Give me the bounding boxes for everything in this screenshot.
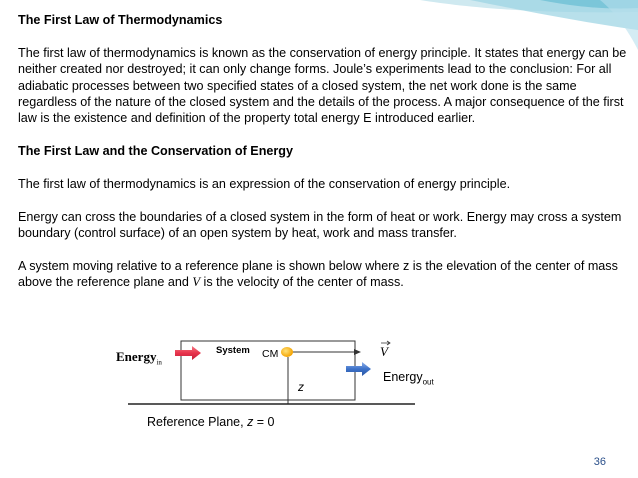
center-of-mass-dot [281,347,293,357]
section-heading: The First Law and the Conservation of Energy [18,144,294,159]
z-label: z [298,380,304,394]
velocity-label: V [380,344,388,359]
energy-in-label: Energy$_{in}$ [112,347,166,371]
cm-label: CM [262,348,279,360]
section-heading: The First Law of Thermodynamics [18,13,223,27]
paragraph: Energy can cross the boundaries of a closed system in the form of heat or work. Energy may cross a system boundary (control surface) of an open system by heat, work and mass transfer. [18,209,622,241]
energy-out-label: Energy$_{out}$ [380,367,454,393]
paragraph-text-end: is the velocity of the center of mass. [200,275,404,290]
system-label: System [216,345,250,356]
velocity-arrowhead [354,349,361,355]
page-number: 36 [593,456,606,468]
paragraph-text-start: A system moving relative to a reference plane is shown below where z is the elevation of the center of mass above the reference plane and [18,259,618,290]
velocity-symbol: V [192,275,201,290]
paragraph: The first law of thermodynamics is an expression of the conservation of energy principle. [18,177,511,192]
reference-plane-label: Reference Plane, z = 0 [143,413,281,433]
paragraph: The first law of thermodynamics is known as the conservation of energy principle. It states that energy can be neither created nor destroyed; it can only change forms. Joule’s experiments lead to the conclusion: For all adiabatic processes between two specified states of a closed system, the net work done is the same regardless of the nature of the closed system and the details of the process. A major consequence of the first law is the existence and definition of the property total energy E introduced earlier. [18,45,627,126]
